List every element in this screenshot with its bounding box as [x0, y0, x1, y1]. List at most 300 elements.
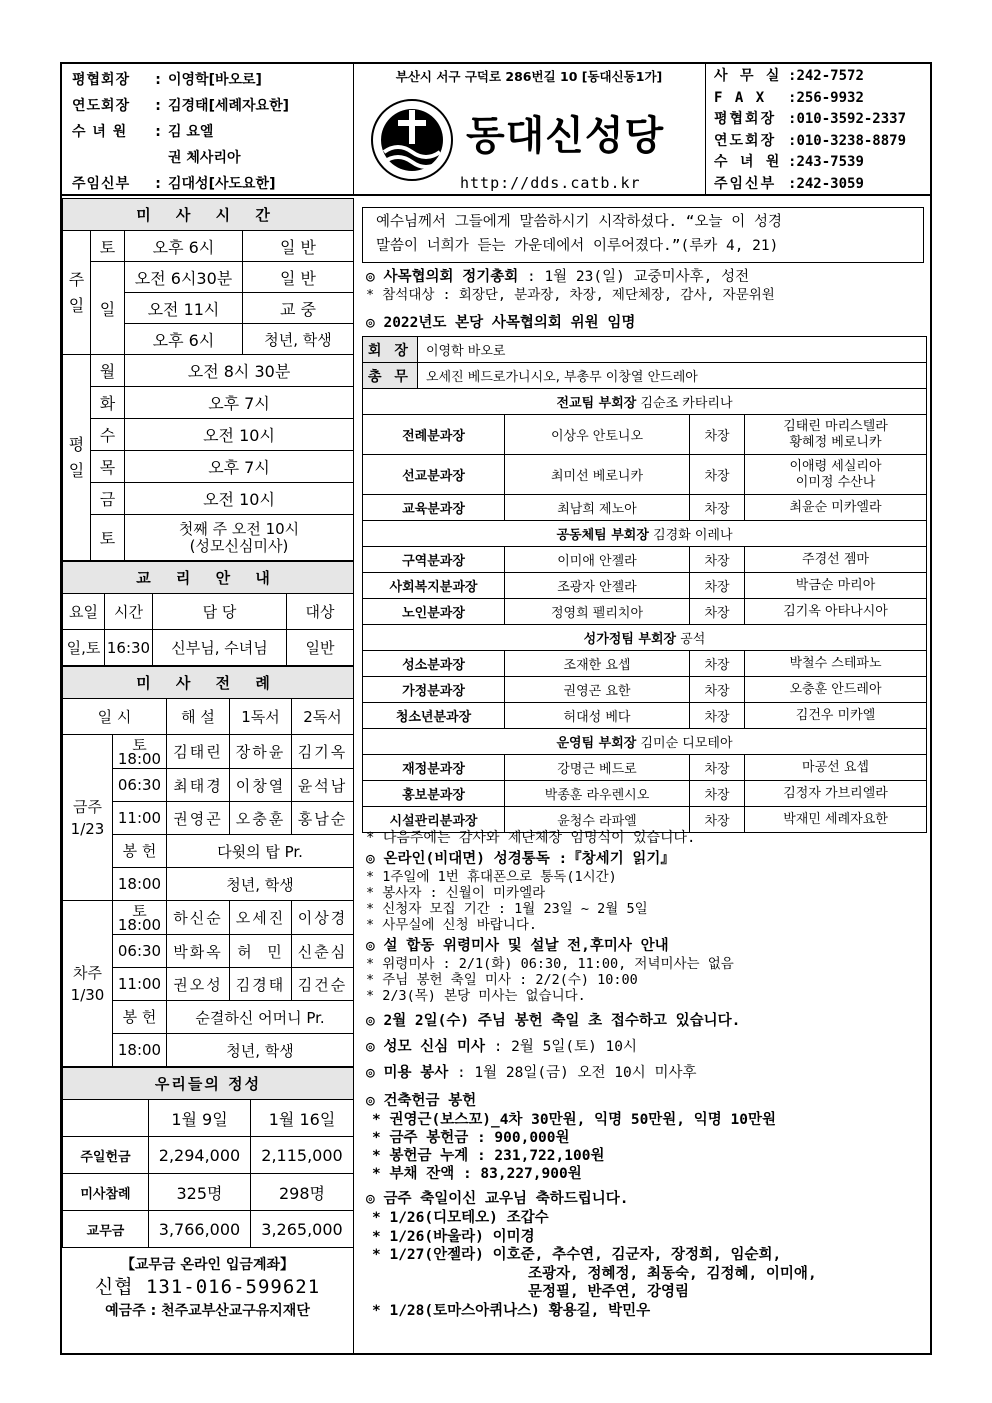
council-title: ◎ 2022년도 본당 사목협의회 위원 임명 [366, 315, 636, 331]
mass-time: 오전 8시 30분 [125, 355, 354, 387]
catechism-cell: 일반 [287, 630, 354, 666]
church-name: 동대신성당 [466, 113, 665, 159]
mass-roles-table [62, 666, 354, 1067]
roles-header: 일 시 [63, 699, 167, 735]
team-head-row [363, 389, 927, 415]
contact-label: 사 무 실 [714, 68, 782, 84]
notice-head: ◎ 2월 2일(수) 주님 봉헌 축일 초 접수하고 있습니다. [366, 1013, 741, 1029]
bank-holder: 예금주 : 천주교부산교구유지재단 [105, 1303, 310, 1319]
gospel-line: 예수님께서 그들에게 말씀하시기 시작하셨다. “오늘 이 성경 [376, 214, 783, 230]
mass-time: 오전 11시 [125, 293, 243, 324]
dept-head: 박종훈 라우렌시오 [505, 781, 690, 807]
mass-type: 청년, 학생 [243, 324, 354, 355]
notice-text: : 1월 23(일) 교중미사후, 성전 [518, 269, 750, 285]
role-time [113, 735, 167, 769]
mass-time: 오전 6시30분 [125, 262, 243, 293]
role-time-value: 봉 헌 [122, 1008, 157, 1026]
bank-title: 【교무금 온라인 입금계좌】 [121, 1257, 294, 1273]
contact-colon: : [788, 89, 797, 106]
vice-name: 박철수 스테파노 [789, 655, 882, 671]
role-person: 오세진 [230, 901, 292, 935]
vertical-char: 일 [68, 460, 85, 480]
dept-head: 최미선 베로니카 [505, 455, 690, 495]
mass-time: 오후 6시 [125, 231, 243, 262]
dept-row [363, 455, 927, 495]
mass-time-sub: (성모신심미사) [189, 536, 289, 555]
dept-label: 시설관리분과장 [363, 807, 505, 833]
vice-label: 차장 [690, 415, 745, 455]
vice-names [745, 573, 927, 599]
role-time-value: 11:00 [117, 809, 162, 827]
notice-text: : 2월 5일(토) 10시 [484, 1039, 638, 1055]
role-time-value: 18:00 [117, 1041, 162, 1059]
offering-label: 미사참례 [63, 1174, 149, 1211]
contact-value: 010-3592-2337 [796, 111, 907, 127]
note-line: * 위령미사 : 2/1(화) 06:30, 11:00, 저녁미사는 없음 [366, 956, 734, 972]
weekday-label [63, 355, 91, 561]
contact-label: 주임신부 [714, 175, 777, 192]
dept-head: 최남희 제노아 [505, 495, 690, 521]
vice-label: 차장 [690, 781, 745, 807]
role-time [113, 835, 167, 868]
dept-row [363, 703, 927, 729]
note-line: * 사무실에 신청 바랍니다. [366, 917, 538, 933]
role-person: 김경태 [230, 968, 292, 1001]
notice-head: ◎ 성모 신심 미사 [366, 1039, 485, 1055]
dept-head: 권영곤 요한 [505, 677, 690, 703]
vertical-char: 주 [68, 269, 85, 289]
team-head-label: 공동체팀 부회장 [556, 528, 649, 543]
offering-value: 3,766,000 [149, 1211, 251, 1248]
catechism-header: 시간 [105, 594, 153, 630]
vice-label: 차장 [690, 651, 745, 677]
contact-row [714, 88, 906, 110]
vice-name: 이미정 수산나 [795, 474, 876, 490]
vice-name: 김기옥 아타나시아 [783, 603, 888, 619]
role-time-value: 18:00 [117, 915, 162, 934]
role-time-day: 토 [132, 901, 147, 920]
staff-colon: : [155, 124, 161, 140]
sunday-label [63, 231, 91, 355]
role-person: 하신순 [167, 901, 230, 935]
staff-row [72, 171, 289, 197]
role-person: 김건순 [292, 968, 354, 1001]
catechism-cell: 신부님, 수녀님 [153, 630, 287, 666]
mass-day: 일 [91, 262, 125, 355]
vice-name: 마공선 요셉 [802, 759, 869, 775]
dept-label: 재정분과장 [363, 755, 505, 781]
vice-name: 이애령 세실리아 [789, 458, 882, 474]
header-contacts [706, 64, 930, 196]
vice-name: 김정자 가브리엘라 [783, 785, 888, 801]
team-head-row [363, 729, 927, 755]
staff-value: 김대성[사도요한] [168, 176, 276, 192]
feast-line: * 1/26(디모테오) 조갑수 [372, 1210, 549, 1226]
catechism-cell: 일,토 [63, 630, 105, 666]
vice-names [745, 547, 927, 573]
mass-day: 화 [91, 387, 125, 419]
contact-value: 256-9932 [796, 89, 864, 106]
staff-label: 연도회장 [72, 98, 131, 114]
catechism-cell: 16:30 [105, 630, 153, 666]
mass-times-table [62, 198, 354, 561]
role-time [113, 968, 167, 1001]
vice-name: 박금순 마리아 [795, 577, 876, 593]
staff-value: 김경태[세례자요한] [168, 98, 289, 114]
notice-general-meeting [366, 268, 775, 303]
vice-name: 박재민 세례자요한 [783, 811, 888, 827]
mass-day: 금 [91, 483, 125, 515]
feast-lines [366, 1209, 817, 1320]
roles-row [63, 901, 354, 935]
team-head-name: 김경화 이레나 [653, 528, 733, 543]
vice-label: 차장 [690, 703, 745, 729]
vice-name: 황혜정 베로니카 [789, 434, 882, 450]
offering-value: 2,294,000 [149, 1137, 251, 1174]
staff-value: 권 체사리아 [168, 150, 241, 166]
role-person: 장하윤 [230, 735, 292, 769]
role-person: 김태린 [167, 735, 230, 769]
vice-names [745, 781, 927, 807]
contact-label: 연도회장 [714, 132, 777, 149]
role-time [113, 1001, 167, 1034]
council-top-row [363, 337, 927, 363]
staff-list [72, 67, 289, 197]
contact-label: 수 녀 원 [714, 154, 782, 170]
note-line: * 1주일에 1번 휴대폰으로 통독(1시간) [366, 869, 617, 885]
role-span: 청년, 학생 [167, 1034, 354, 1067]
role-time-value: 06:30 [117, 942, 162, 960]
note-line: * 2/3(목) 본당 미사는 없습니다. [366, 988, 586, 1004]
note-line: * 권영근(보스꼬)_4차 30만원, 익명 50만원, 익명 10만원 [372, 1112, 776, 1128]
vice-names [745, 677, 927, 703]
role-span: 청년, 학생 [167, 868, 354, 901]
dept-label: 교육분과장 [363, 495, 505, 521]
dept-head: 강명근 베드로 [505, 755, 690, 781]
dept-head: 정영희 펠리치아 [505, 599, 690, 625]
role-person: 김기옥 [292, 735, 354, 769]
header-church [354, 64, 706, 196]
role-person: 이창열 [230, 769, 292, 802]
dept-head: 이미애 안젤라 [505, 547, 690, 573]
mass-day: 토 [91, 231, 125, 262]
vice-label: 차장 [690, 677, 745, 703]
contact-row [714, 66, 906, 88]
staff-label: 평협회장 [72, 72, 131, 88]
dept-row [363, 677, 927, 703]
staff-row [72, 67, 289, 93]
catechism-header: 요일 [63, 594, 105, 630]
mass-time: 오후 7시 [125, 387, 354, 419]
role-time-value: 18:00 [117, 749, 162, 768]
team-head-row [363, 521, 927, 547]
catechism-table [62, 561, 354, 666]
vice-names [745, 755, 927, 781]
note-line: * 주님 봉헌 축일 미사 : 2/2(수) 10:00 [366, 972, 638, 988]
dept-label: 전례분과장 [363, 415, 505, 455]
catechism-header: 대상 [287, 594, 354, 630]
dept-label: 사회복지분과장 [363, 573, 505, 599]
dept-label: 성소분과장 [363, 651, 505, 677]
feast-line: 문정필, 반주연, 강영림 [528, 1284, 689, 1300]
dept-row [363, 415, 927, 455]
mass-time: 오전 10시 [125, 419, 354, 451]
notice-notes [366, 869, 817, 933]
role-person: 권영곤 [167, 802, 230, 835]
role-person: 허 민 [230, 935, 292, 968]
dept-head: 조재한 요셉 [505, 651, 690, 677]
left-column [62, 198, 354, 1353]
contact-value: 242-7572 [796, 68, 864, 84]
building-lines [366, 1111, 817, 1183]
role-time-value: 18:00 [117, 875, 162, 893]
vice-names [745, 651, 927, 677]
mass-time: 오전 10시 [125, 483, 354, 515]
role-time [113, 868, 167, 901]
role-time-value: 봉 헌 [122, 842, 157, 860]
dept-row [363, 651, 927, 677]
week-label [63, 901, 113, 1067]
feast-line: * 1/28(토마스아퀴나스) 황용길, 박민우 [372, 1302, 651, 1319]
week-date: 1/23 [70, 819, 105, 838]
offerings-title: 우리들의 정성 [63, 1068, 354, 1100]
mass-time-main: 첫째 주 오전 10시 [178, 519, 300, 538]
role-person: 윤석남 [292, 769, 354, 802]
dept-row [363, 807, 927, 833]
contact-value: 243-7539 [796, 154, 864, 170]
header-staff [62, 64, 354, 196]
gospel-box [362, 207, 924, 263]
mass-day: 토 [91, 515, 125, 561]
role-time [113, 802, 167, 835]
contact-colon: : [788, 68, 797, 84]
vice-label: 차장 [690, 807, 745, 833]
dept-label: 홍보분과장 [363, 781, 505, 807]
role-person: 박화옥 [167, 935, 230, 968]
notice-text: : 1월 28일(금) 오전 10시 미사후 [448, 1065, 697, 1081]
catechism-header: 담 당 [153, 594, 287, 630]
team-head [363, 625, 927, 651]
vertical-char: 평 [68, 434, 85, 454]
mass-roles-title: 미 사 전 례 [63, 667, 354, 699]
week-label [63, 735, 113, 901]
notice-head: ◎ 설 합동 위령미사 및 설날 전,후미사 안내 [366, 938, 669, 954]
week-name: 금주 [73, 797, 102, 816]
role-time [113, 769, 167, 802]
role-span: 순결하신 어머니 Pr. [167, 1001, 354, 1034]
contact-label: F A X [714, 89, 767, 106]
vice-names [745, 599, 927, 625]
staff-colon: : [155, 176, 161, 192]
contact-colon: : [788, 111, 797, 127]
contact-row [714, 152, 906, 174]
catechism-title: 교 리 안 내 [63, 562, 354, 594]
dept-row [363, 547, 927, 573]
contact-colon: : [788, 154, 797, 170]
team-head-name: 김미순 디모테아 [640, 736, 733, 751]
role-person: 최태경 [167, 769, 230, 802]
council-note: * 다음주에는 감사와 제단체장 임명식이 있습니다. [366, 830, 696, 846]
contact-colon: : [788, 175, 797, 192]
notice-head: ◎ 금주 축일이신 교우님 축하드립니다. [366, 1191, 629, 1207]
note-line: * 신청자 모집 기간 : 1월 23일 ~ 2월 5일 [366, 901, 648, 917]
church-logo-icon [368, 96, 456, 184]
gospel-line: 말씀이 너희가 듣는 가운데에서 이루어졌다.”(루카 4, 21) [376, 238, 779, 254]
notices-lower [366, 830, 817, 1320]
dept-label: 청소년분과장 [363, 703, 505, 729]
team-head-label: 전교팀 부회장 [556, 396, 637, 411]
mass-type: 일 반 [243, 262, 354, 293]
contact-value: 242-3059 [796, 175, 864, 192]
role-time [113, 1034, 167, 1067]
role-person: 오충훈 [230, 802, 292, 835]
offering-value: 325명 [149, 1174, 251, 1211]
council-top-label: 회 장 [363, 337, 418, 363]
council-top-label: 총 무 [363, 363, 418, 389]
vice-name: 주경선 젬마 [802, 551, 869, 567]
bank-account: 신협 131-016-599621 [94, 1276, 321, 1298]
roles-row [63, 735, 354, 769]
offerings-date: 1월 16일 [251, 1100, 354, 1137]
week-name: 차주 [73, 963, 102, 982]
council-table [362, 336, 927, 833]
roles-header: 2독서 [292, 699, 354, 735]
contact-colon: : [788, 132, 797, 149]
council-top-value: 오세진 베드로가니시오, 부총무 이창열 안드레아 [418, 363, 927, 389]
vice-label: 차장 [690, 455, 745, 495]
team-head-row [363, 625, 927, 651]
team-head [363, 729, 927, 755]
vice-label: 차장 [690, 495, 745, 521]
vice-label: 차장 [690, 755, 745, 781]
role-person: 이상경 [292, 901, 354, 935]
dept-head: 조광자 안젤라 [505, 573, 690, 599]
role-person: 권오성 [167, 968, 230, 1001]
team-head [363, 521, 927, 547]
staff-colon: : [155, 72, 161, 88]
offering-value: 298명 [251, 1174, 354, 1211]
offerings-corner [63, 1100, 149, 1137]
staff-label: 수 녀 원 [72, 124, 128, 140]
council-top-value: 이영학 바오로 [418, 337, 927, 363]
role-time-value: 06:30 [117, 776, 162, 794]
staff-label: 주임신부 [72, 176, 131, 192]
address: 부산시 서구 구덕로 286번길 10 [동대신동1가] [395, 69, 663, 84]
vice-name: 김건우 미카엘 [795, 707, 876, 723]
dept-label: 선교분과장 [363, 455, 505, 495]
staff-row [72, 145, 289, 171]
mass-time: 오후 6시 [125, 324, 243, 355]
vice-name: 김태린 마리스텔라 [783, 418, 888, 434]
dept-head: 허대성 베다 [505, 703, 690, 729]
staff-value: 이영학[바오로] [168, 72, 262, 88]
dept-row [363, 573, 927, 599]
dept-label: 구역분과장 [363, 547, 505, 573]
roles-header: 해 설 [167, 699, 230, 735]
dept-head: 윤청수 라파엘 [505, 807, 690, 833]
mass-day: 수 [91, 419, 125, 451]
contact-row [714, 131, 906, 153]
dept-row [363, 781, 927, 807]
offerings-date: 1월 9일 [149, 1100, 251, 1137]
notice-head: ◎ 사목협의회 정기총회 [366, 269, 519, 285]
staff-row [72, 119, 289, 145]
mass-day: 목 [91, 451, 125, 483]
vice-name: 오충훈 안드레아 [789, 681, 882, 697]
contact-row [714, 174, 906, 196]
role-time-day: 토 [132, 735, 147, 754]
council-top-row [363, 363, 927, 389]
notice-note: * 참석대상 : 회장단, 분과장, 차장, 제단체장, 감사, 자문위원 [366, 287, 775, 303]
notice-notes [366, 956, 817, 1004]
feast-line: * 1/27(안젤라) 이호준, 추수연, 김군자, 장정희, 임순희, [372, 1247, 782, 1263]
dept-row [363, 599, 927, 625]
offering-value: 3,265,000 [251, 1211, 354, 1248]
note-line: * 봉사자 : 신월이 미카엘라 [366, 885, 546, 901]
role-person: 신춘심 [292, 935, 354, 968]
staff-value: 김 요엘 [168, 124, 214, 140]
dept-head: 이상우 안토니오 [505, 415, 690, 455]
team-head-label: 운영팀 부회장 [556, 736, 637, 751]
church-url[interactable]: http://dds.catb.kr [460, 174, 641, 192]
mass-time: 오후 7시 [125, 451, 354, 483]
contact-value: 010-3238-8879 [796, 132, 907, 149]
notice-head: ◎ 건축헌금 봉헌 [366, 1093, 477, 1109]
feast-line: * 1/26(바울라) 이미경 [372, 1228, 535, 1245]
vice-names [745, 807, 927, 833]
role-span: 다윗의 탑 Pr. [167, 835, 354, 868]
dept-label: 가정분과장 [363, 677, 505, 703]
vice-names [745, 703, 927, 729]
feast-line: 조광자, 정혜정, 최동숙, 김정혜, 이미애, [528, 1265, 817, 1282]
role-time-value: 11:00 [117, 975, 162, 993]
contact-row [714, 109, 906, 131]
bank-info [62, 1248, 353, 1320]
role-person: 홍남순 [292, 802, 354, 835]
vice-names [745, 415, 927, 455]
vice-names [745, 455, 927, 495]
mass-type: 일 반 [243, 231, 354, 262]
vertical-char: 일 [68, 295, 85, 315]
role-time [113, 935, 167, 968]
notice-head: ◎ 온라인(비대면) 성경통독 :『창세기 읽기』 [366, 851, 675, 867]
vice-name: 최윤순 미카엘라 [789, 499, 882, 515]
week-date: 1/30 [70, 985, 105, 1004]
note-line: * 금주 봉헌금 : 900,000원 [372, 1130, 570, 1146]
staff-colon: : [155, 98, 161, 114]
vice-label: 차장 [690, 573, 745, 599]
team-head [363, 389, 927, 415]
team-head-label: 성가정팀 부회장 [583, 632, 677, 647]
dept-row [363, 755, 927, 781]
mass-type: 교 중 [243, 293, 354, 324]
dept-label: 노인분과장 [363, 599, 505, 625]
vice-label: 차장 [690, 547, 745, 573]
vice-label: 차장 [690, 599, 745, 625]
contact-list [714, 66, 906, 195]
notice-head: ◎ 미용 봉사 [366, 1065, 449, 1081]
roles-header: 1독서 [230, 699, 292, 735]
right-column [356, 198, 930, 1353]
note-line: * 봉헌금 누계 : 231,722,100원 [372, 1148, 605, 1164]
dept-row [363, 495, 927, 521]
team-head-name: 김순조 카타리나 [640, 396, 733, 411]
role-time [113, 901, 167, 935]
offerings-table [62, 1067, 354, 1248]
staff-row [72, 93, 289, 119]
team-head-name: 공석 [680, 632, 706, 647]
note-line: * 부채 잔액 : 83,227,900원 [372, 1166, 582, 1182]
